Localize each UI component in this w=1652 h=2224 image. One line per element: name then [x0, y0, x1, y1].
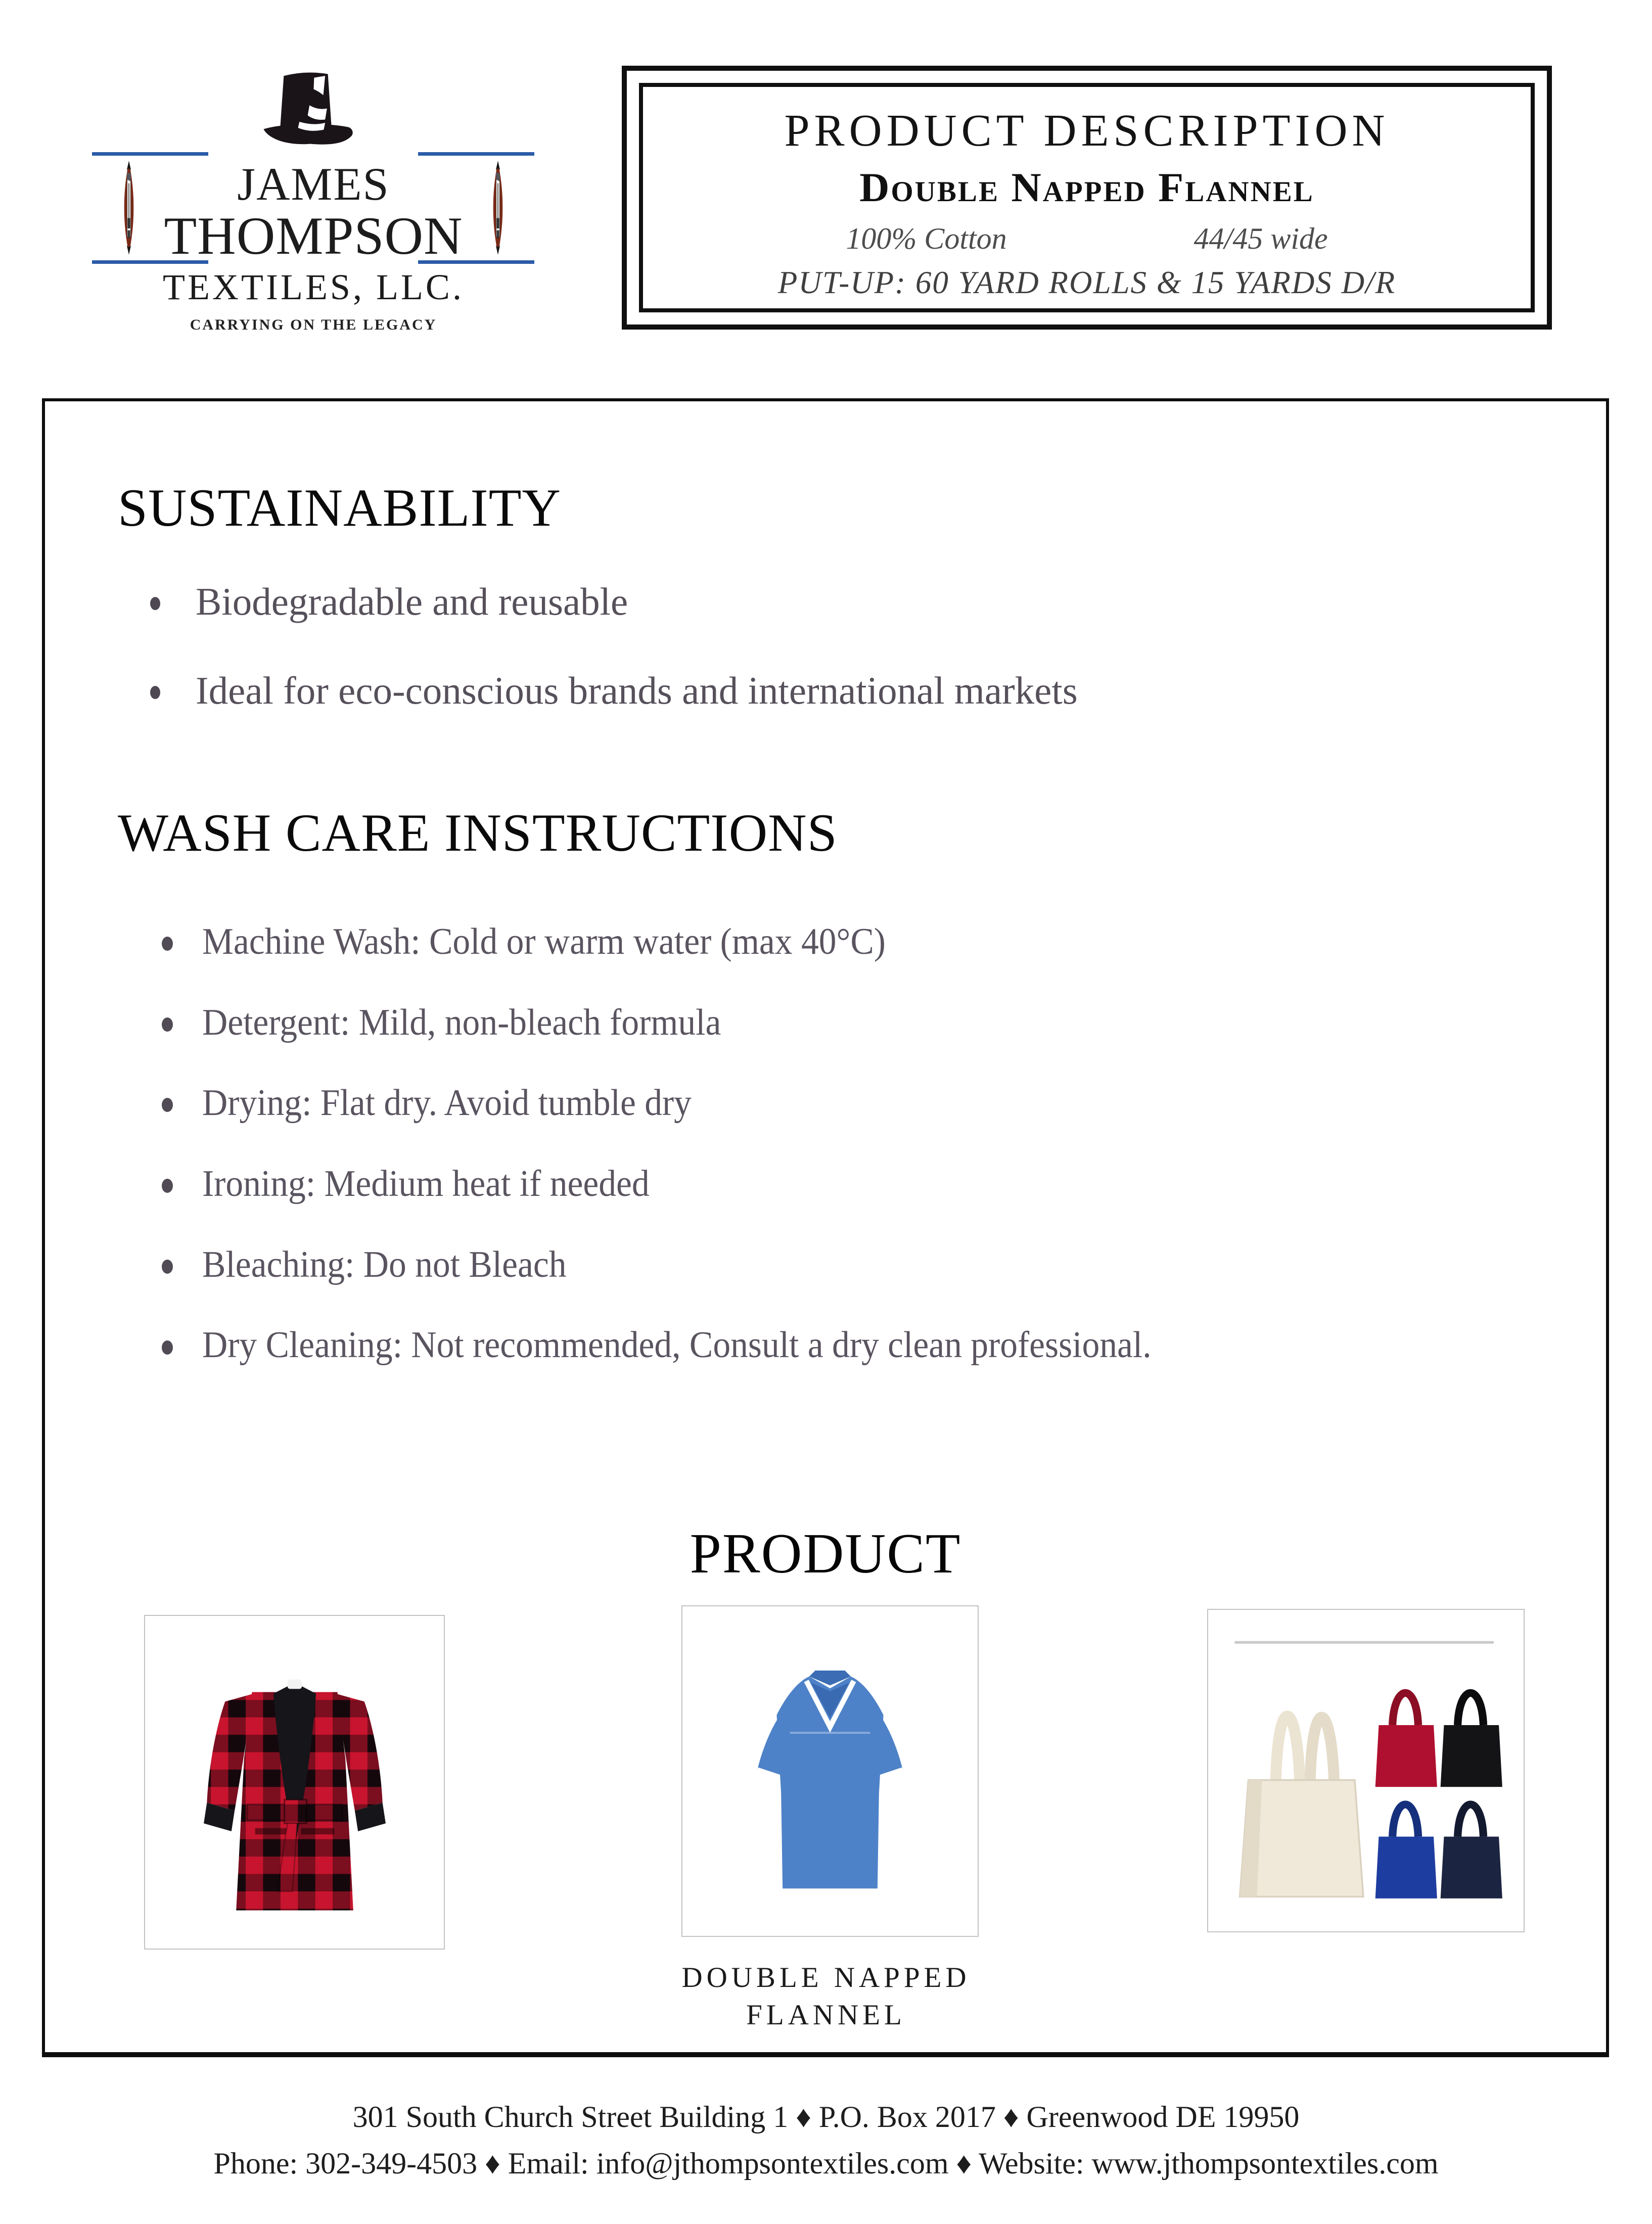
sustainability-heading: SUSTAINABILITY [118, 478, 562, 537]
product-image-scrub-top [681, 1605, 979, 1937]
scrub-top-image [719, 1645, 941, 1897]
wash-care-heading: WASH CARE INSTRUCTIONS [118, 803, 838, 862]
product-image-plaid-robe [144, 1615, 445, 1950]
list-item [149, 581, 1514, 622]
logo-rule-top-right [418, 152, 534, 156]
bullet-text: Machine Wash: Cold or warm water (max 40°C) [202, 921, 886, 962]
logo-name-line1: JAMES [237, 158, 390, 210]
spec-composition: 100% Cotton [846, 222, 1007, 255]
list-item [162, 1084, 1527, 1123]
list-item [162, 922, 1527, 962]
product-image-tote-bags [1207, 1609, 1525, 1932]
logo-rule-top-left [92, 152, 208, 156]
caption-line2: FLANNEL [746, 1999, 906, 2031]
logo-name-line2: THOMPSON [164, 206, 463, 265]
list-item [162, 1165, 1527, 1204]
logo-tagline: CARRYING ON THE LEGACY [190, 316, 437, 333]
list-item [162, 1003, 1527, 1043]
spec-put-up: PUT-UP: 60 YARD ROLLS & 15 YARDS D/R [777, 265, 1396, 300]
spec-width: 44/45 wide [1194, 222, 1328, 255]
bullet-text: Ideal for eco-conscious brands and international markets [196, 668, 1078, 712]
bullet-text: Biodegradable and reusable [196, 580, 628, 623]
plaid-robe-image [176, 1648, 414, 1917]
product-caption [0, 1959, 1652, 2034]
list-item [149, 670, 1514, 711]
wash-care-list [162, 922, 1527, 1407]
bullet-text: Detergent: Mild, non-bleach formula [202, 1001, 721, 1043]
bullet-text: Bleaching: Do not Bleach [202, 1243, 567, 1285]
footer-address: 301 South Church Street Building 1 ♦ P.O. Box 2017 ♦ Greenwood DE 19950 [352, 2100, 1300, 2134]
logo-name-line3: TEXTILES, LLC. [163, 267, 464, 307]
top-hat-icon [255, 67, 356, 156]
product-heading: PRODUCT [690, 1522, 961, 1585]
product-description-title: PRODUCT DESCRIPTION [784, 106, 1390, 156]
product-description-box-inner [639, 83, 1535, 312]
footer-contact: Phone: 302-349-4503 ♦ Email: info@jthompsontextiles.com ♦ Website: www.jthompsontextiles.com [213, 2147, 1439, 2180]
caption-line1: DOUBLE NAPPED [681, 1962, 971, 1994]
bullet-text: Ironing: Medium heat if needed [202, 1163, 650, 1205]
bullet-text: Dry Cleaning: Not recommended, Consult a dry clean professional. [202, 1324, 1152, 1366]
sustainability-list [149, 581, 1514, 759]
product-description-box [622, 66, 1552, 330]
list-item [162, 1245, 1527, 1285]
product-specs [846, 223, 1327, 254]
list-item [162, 1326, 1527, 1365]
bullet-text: Drying: Flat dry. Avoid tumble dry [202, 1082, 692, 1124]
product-name: Double Napped Flannel [859, 164, 1314, 210]
tote-bags-image [1224, 1629, 1507, 1912]
